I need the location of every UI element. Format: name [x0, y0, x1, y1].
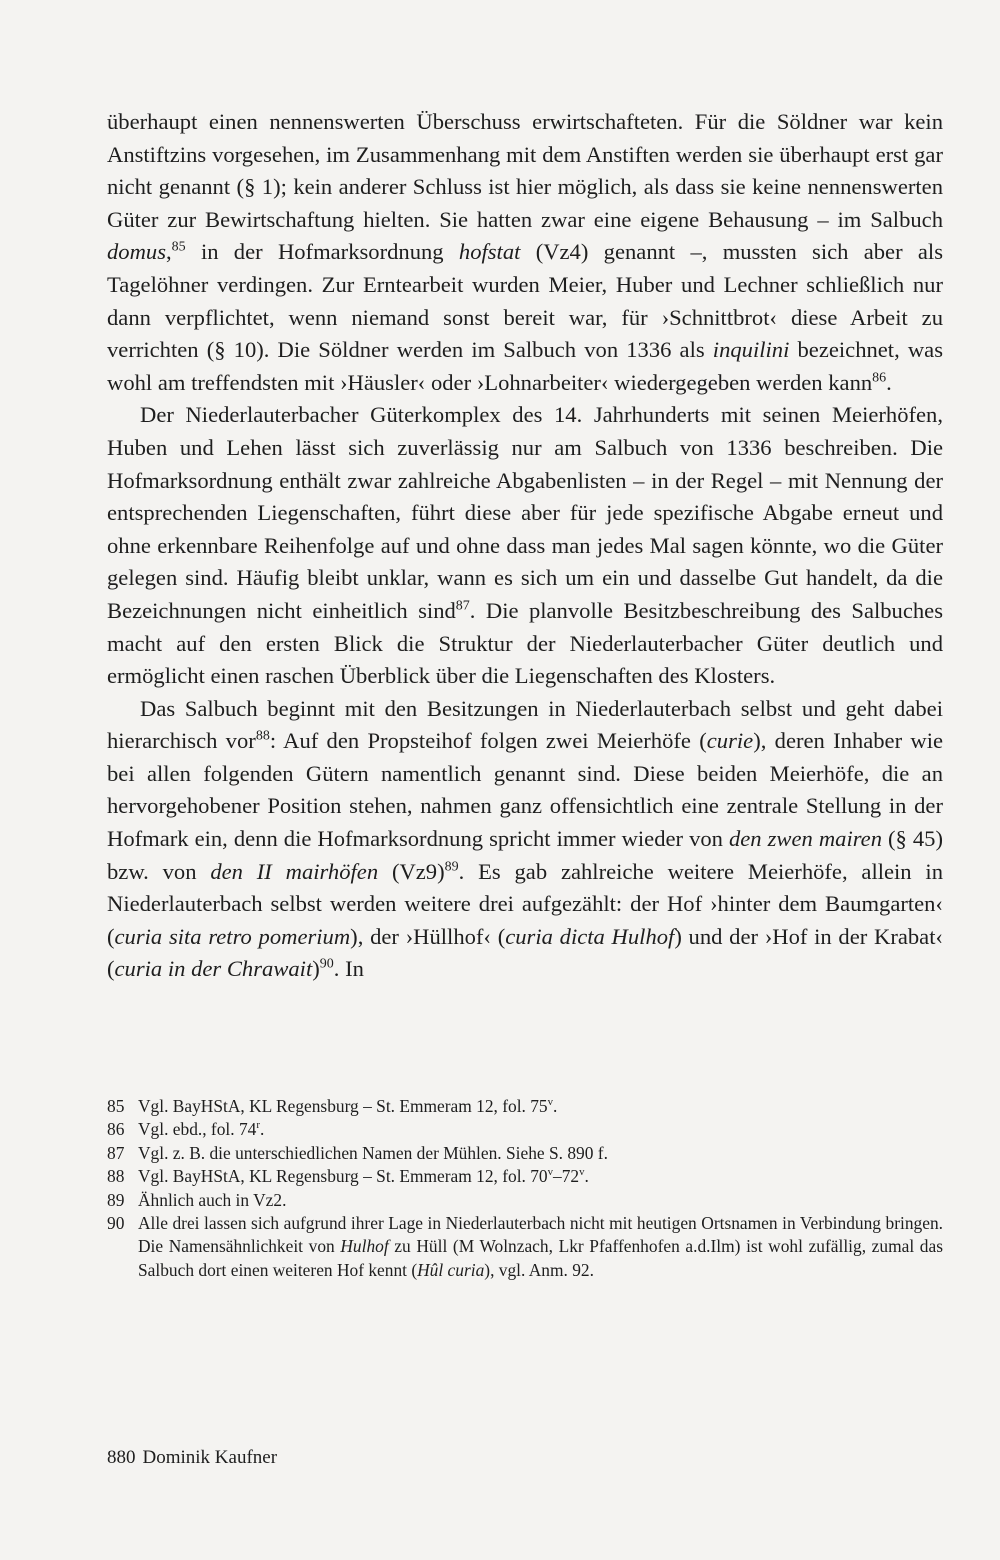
text-run: (Vz9) — [378, 858, 445, 884]
italic-term: curia sita retro pomerium — [114, 923, 351, 949]
text-run: (Vz4) genannt –, mussten sich aber als Tagelöhner verdingen. Zur Erntearbeit wurden Meier, Huber und Lechner schließlich nur dann verpflichtet, wenn niemand sonst bereit war, für ›Schnittbrot‹ diese Arbeit zu verrichten (§ 10). Die Söldner werden im Salbuch von 1336 als — [107, 239, 943, 363]
footnote-ref: v — [547, 1166, 554, 1179]
text-run: . Es gab zahlreiche weitere Meierhöfe, allein in Niederlauterbach selbst werden weitere drei aufgezählt: der Hof ›hinter dem Baumgarten‹ ( — [107, 858, 943, 949]
footnote — [107, 1118, 943, 1141]
text-run: . — [886, 369, 892, 395]
text-run: Vgl. ebd., fol. 74 — [138, 1119, 257, 1140]
text-run: . In — [333, 956, 364, 982]
footnote — [107, 1095, 943, 1118]
text-run: ) und der ›Hof in der Krabat‹ ( — [107, 923, 943, 982]
footnote-number: 87 — [107, 1142, 125, 1163]
text-run: . — [259, 1119, 265, 1140]
author-name: Dominik Kaufner — [142, 1447, 278, 1468]
footnote-ref: v — [579, 1166, 585, 1179]
text-run: ) — [312, 956, 320, 982]
footnote-ref: 87 — [455, 598, 470, 614]
footnote-ref: 86 — [872, 370, 887, 386]
main-text — [107, 106, 943, 986]
text-run: ), vgl. Anm. 92. — [484, 1259, 594, 1280]
footnote — [107, 1189, 943, 1212]
italic-term: hofstat — [458, 239, 521, 265]
paragraph — [107, 106, 943, 399]
footnote-number: 90 — [107, 1213, 125, 1234]
footnote-ref: 89 — [444, 859, 459, 875]
paragraph — [107, 693, 943, 986]
footnote — [107, 1212, 943, 1282]
footnote-text — [138, 1212, 943, 1282]
italic-term: curia in der Chrawait — [114, 956, 313, 982]
text-run: bezeichnet, was wohl am treffendsten mit ›Häusler‹ oder ›Lohnarbeiter‹ wiedergegeben werden kann — [107, 337, 944, 395]
italic-term: Hûl curia — [417, 1259, 485, 1280]
text-run: Der Niederlauterbacher Güterkomplex des 14. Jahrhunderts mit seinen Meierhöfen, Huben und Lehen lässt sich zuverlässig nur am Salbuch von 1336 beschreiben. Die Hofmarksordnung enthält zwar zahlreiche Abgabenlisten – in der Regel – mit Nennung der entsprechenden Liegenschaften, führt diese aber für jede spezifische Abgabe erneut und ohne erkennbare Reihenfolge auf und ohne dass man jedes Mal sagen könnte, wo die Güter gelegen sind. Häufig bleibt unklar, wann es sich um ein und dasselbe Gut handelt, da die Bezeichnungen nicht einheitlich sind — [107, 402, 943, 623]
footnote-ref: 90 — [319, 956, 334, 972]
italic-term: domus — [107, 239, 166, 265]
paragraph — [107, 399, 943, 692]
italic-term: inquilini — [712, 337, 790, 363]
italic-term: den zwen mairen — [728, 826, 882, 852]
text-run: ), der ›Hüllhof‹ ( — [350, 923, 506, 949]
footnote-ref: 85 — [171, 239, 186, 255]
italic-term: Hulhof — [340, 1236, 389, 1257]
footnote-text — [138, 1118, 943, 1141]
footnote-number: 89 — [107, 1189, 125, 1210]
text-run: Das Salbuch beginnt mit den Besitzungen in Niederlauterbach selbst und geht dabei hierarchisch vor — [107, 695, 943, 754]
footnote-text — [138, 1095, 943, 1118]
text-run: in der Hofmarksordnung — [185, 239, 459, 265]
footnote-number: 85 — [107, 1096, 125, 1116]
footnote-ref: v — [547, 1096, 554, 1109]
text-run: ), deren Inhaber wie bei allen folgenden Gütern namentlich genannt sind. Diese beiden Meierhöfe, die an hervorgehobener Position stehen, nahmen ganz offensichtlich eine zentrale Stellung in der Hofmark ein, denn die Hofmarksordnung spricht immer wieder von — [107, 728, 943, 852]
text-run: Alle drei lassen sich aufgrund ihrer Lage in Niederlauterbach nicht mit heutigen Ortsnamen in Verbindung bringen. Die Namensähnlichkeit von — [138, 1213, 943, 1257]
text-run: überhaupt einen nennenswerten Überschuss erwirtschafteten. Für die Söldner war kein Anstiftzins vorgesehen, im Zusammenhang mit dem Anstiften werden sie überhaupt erst gar nicht genannt (§ 1); kein anderer Schluss ist hier möglich, als dass sie keine nennenswerten Güter zur Bewirtschaftung hielten. Sie hatten zwar eine eigene Behausung – im Salbuch — [107, 109, 943, 232]
text-run: –72 — [553, 1166, 580, 1187]
italic-term: curie — [706, 728, 754, 754]
footnotes — [107, 1095, 943, 1282]
footnote-text — [138, 1189, 943, 1212]
footnote-text — [138, 1165, 943, 1188]
footnote-text — [138, 1142, 943, 1165]
text-run: (§ 45) bzw. von — [107, 826, 943, 884]
text-run: , — [166, 239, 172, 265]
text-run: : Auf den Propsteihof folgen zwei Meierhöfe ( — [269, 728, 707, 754]
footnote — [107, 1142, 943, 1165]
footnote-number: 86 — [107, 1119, 125, 1140]
page-number: 880 — [107, 1447, 136, 1468]
footnote-ref: r — [256, 1119, 260, 1132]
italic-term: curia dicta Hulhof — [505, 923, 675, 949]
text-run: . Die planvolle Besitzbeschreibung des Salbuches macht auf den ersten Blick die Struktur der Niederlauterbacher Güter deutlich und ermöglicht einen raschen Überblick über die Liegenschaften des Klosters. — [107, 597, 944, 689]
page-footer — [107, 1446, 277, 1470]
footnote-ref: 88 — [255, 728, 270, 744]
text-run: . — [553, 1096, 558, 1116]
text-run: . — [584, 1166, 589, 1187]
text-run: Ähnlich auch in Vz2. — [138, 1189, 287, 1210]
footnote — [107, 1165, 943, 1188]
text-run: Vgl. BayHStA, KL Regensburg – St. Emmeram 12, fol. 75 — [138, 1096, 548, 1116]
text-run: Vgl. BayHStA, KL Regensburg – St. Emmeram 12, fol. 70 — [138, 1166, 548, 1187]
italic-term: den II mairhöfen — [210, 858, 379, 884]
text-run: Vgl. z. B. die unterschiedlichen Namen der Mühlen. Siehe S. 890 f. — [138, 1142, 608, 1163]
text-run: zu Hüll (M Wolnzach, Lkr Pfaffenhofen a.d.Ilm) ist wohl zufällig, zumal das Salbuch dort einen weiteren Hof kennt ( — [138, 1236, 943, 1280]
footnote-number: 88 — [107, 1166, 125, 1187]
